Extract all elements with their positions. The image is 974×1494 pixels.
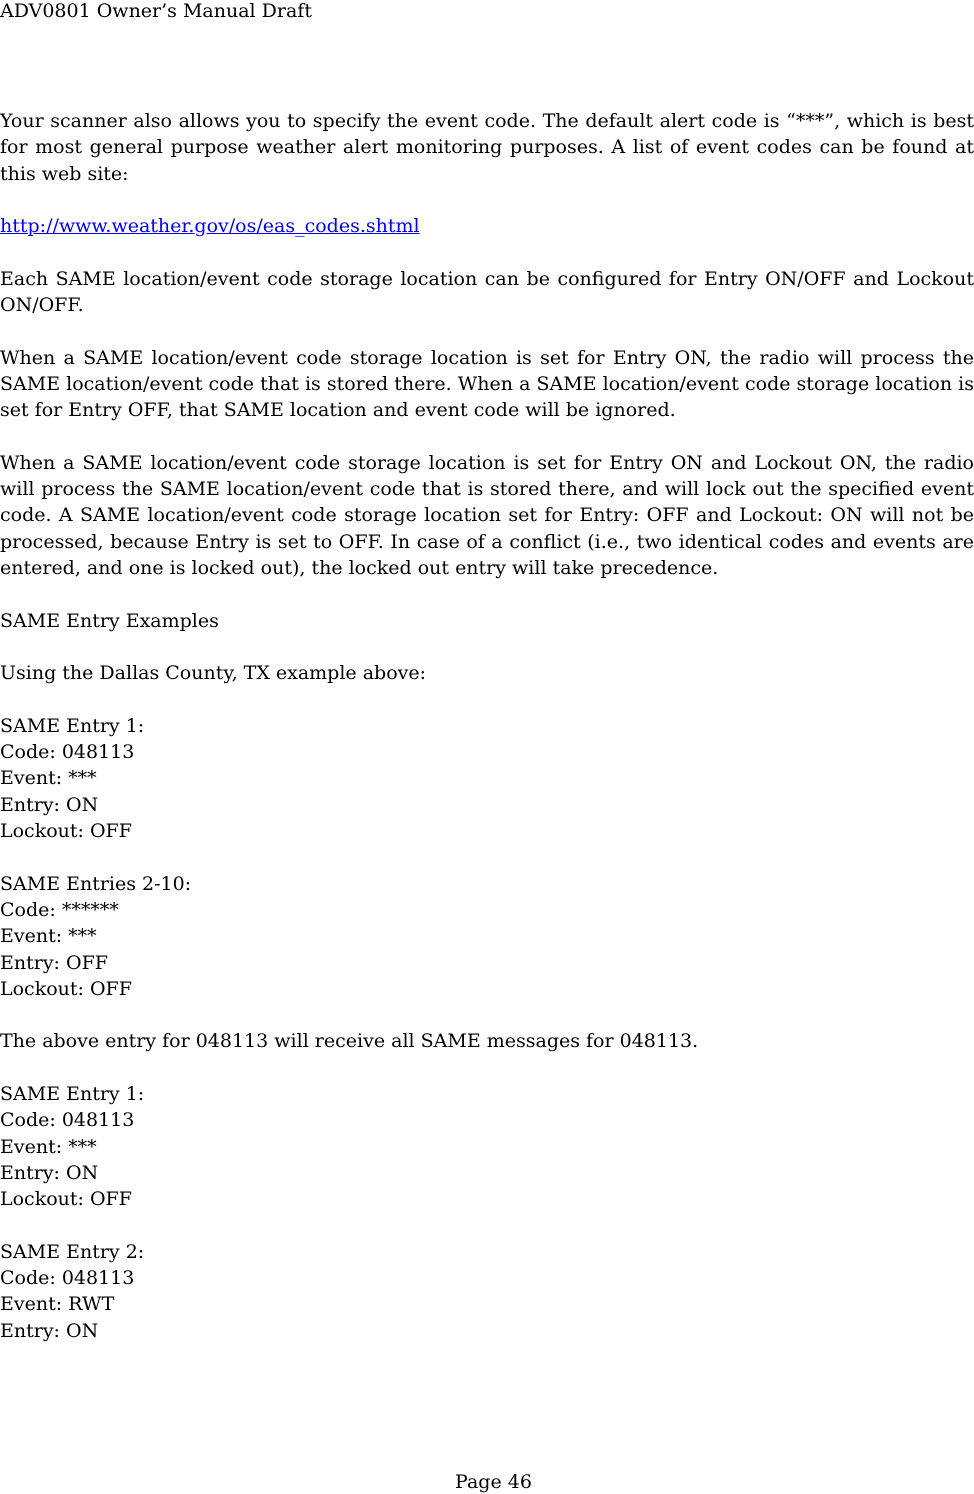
- entry-lockout-paragraph: Each SAME location/event code storage location can be configured for Entry ON/OFF and Lockout ON/OFF.: [0, 267, 974, 317]
- entry-line: Event: RWT: [0, 1293, 115, 1316]
- example1-entries2-10-block: [0, 871, 974, 1002]
- entry-line: Event: ***: [0, 767, 97, 790]
- examples-intro: Using the Dallas County, TX example above:: [0, 662, 427, 685]
- entry-line: Entry: ON: [0, 793, 99, 816]
- entry-line: Event: ***: [0, 925, 97, 948]
- entry-line: SAME Entry 2:: [0, 1240, 145, 1263]
- eas-codes-link[interactable]: http://www.weather.gov/os/eas_codes.shtml: [0, 215, 420, 238]
- entry-line: SAME Entries 2-10:: [0, 872, 192, 895]
- entry-line: Entry: ON: [0, 1319, 99, 1342]
- example2-entry1-block: [0, 1081, 974, 1212]
- example1-summary: The above entry for 048113 will receive all SAME messages for 048113.: [0, 1030, 699, 1053]
- document-body: [0, 108, 974, 1344]
- entry-line: Entry: OFF: [0, 951, 108, 974]
- entry-on-paragraph: When a SAME location/event code storage location is set for Entry ON, the radio will process the SAME location/event code that is stored there. When a SAME location/event code storage location is set for Entry OFF, that SAME location and event code will be ignored.: [0, 346, 974, 422]
- entry-line: Code: ******: [0, 898, 119, 921]
- example1-entry1-block: [0, 713, 974, 844]
- eas-codes-link-line: [0, 213, 974, 239]
- example2-entry2-block: [0, 1239, 974, 1344]
- entry-line: Lockout: OFF: [0, 820, 132, 843]
- entry-line: Lockout: OFF: [0, 977, 132, 1000]
- page-number: Page 46: [455, 1471, 532, 1493]
- page-header: ADV0801 Owner’s Manual Draft: [0, 0, 312, 22]
- entry-line: SAME Entry 1:: [0, 714, 145, 737]
- entry-line: Entry: ON: [0, 1161, 99, 1184]
- examples-heading: SAME Entry Examples: [0, 609, 219, 632]
- entry-line: Code: 048113: [0, 1109, 135, 1132]
- entry-line: Lockout: OFF: [0, 1188, 132, 1211]
- intro-paragraph: Your scanner also allows you to specify the event code. The default alert code is “***”, which is best for most general purpose weather alert monitoring purposes. A list of event codes can be found at this web site:: [0, 110, 974, 185]
- entry-line: SAME Entry 1:: [0, 1082, 145, 1105]
- entry-line: Code: 048113: [0, 1267, 135, 1290]
- entry-line: Event: ***: [0, 1135, 97, 1158]
- entry-line: Code: 048113: [0, 741, 135, 764]
- lockout-on-paragraph: When a SAME location/event code storage location is set for Entry ON and Lockout ON, the radio will process the SAME location/event code that is stored there, and will lock out the specified event code. A SAME location/event code storage location set for Entry: OFF and Lockout: ON will not be processed, because Entry is set to OFF. In case of a conflict (i.e., two identical codes and events are entered, and one is locked out), the locked out entry will take precedence.: [0, 451, 974, 580]
